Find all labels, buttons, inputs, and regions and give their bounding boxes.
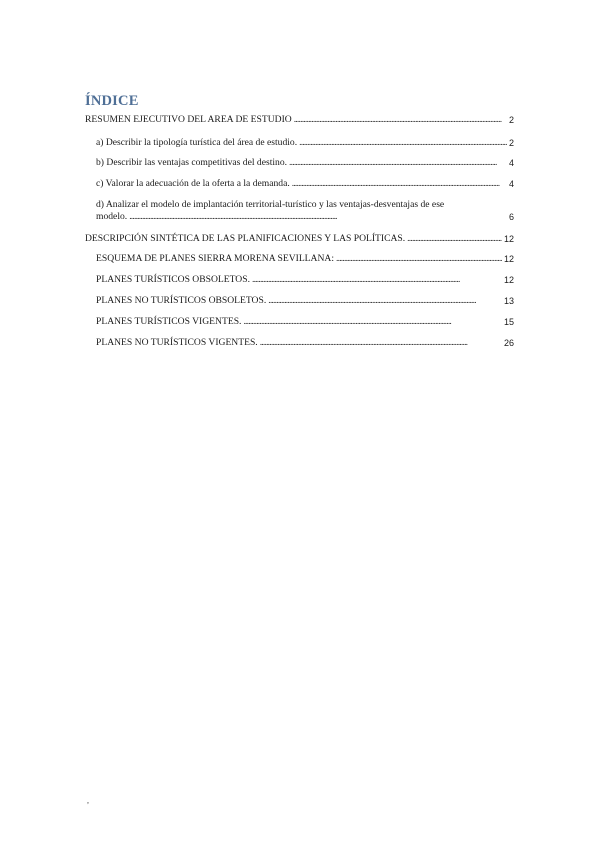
toc-leader-dots [336, 253, 502, 265]
toc-entry[interactable] [96, 253, 514, 265]
toc-entry-title: RESUMEN EJECUTIVO DEL AREA DE ESTUDIO [85, 114, 292, 125]
toc-page-number: 6 [508, 212, 514, 222]
toc-entry[interactable] [96, 199, 514, 223]
toc-entry-title: c) Valorar la adecuación de la oferta a la demanda. [96, 178, 290, 189]
toc-page-number: 13 [503, 296, 514, 306]
toc-leader-dots [252, 274, 502, 286]
toc-page-number: 12 [503, 254, 514, 264]
toc-leader-dots [292, 178, 507, 190]
toc-entry[interactable] [96, 157, 514, 169]
footer-mark: , [87, 796, 89, 805]
toc-page-number: 2 [508, 138, 514, 148]
toc-page-number: 15 [503, 317, 514, 327]
toc-entry-title: a) Describir la tipología turística del área de estudio. [96, 137, 298, 148]
toc-leader-dots [260, 337, 502, 349]
toc-entry[interactable] [96, 295, 514, 307]
toc-page-number: 4 [508, 158, 514, 168]
toc-entry-title: PLANES TURÍSTICOS OBSOLETOS. [96, 274, 250, 285]
toc-leader-dots [268, 295, 502, 307]
toc-leader-dots [129, 211, 507, 223]
toc-entry-title: b) Describir las ventajas competitivas del destino. [96, 157, 288, 168]
toc-entry[interactable] [96, 337, 514, 349]
toc-entry[interactable] [96, 274, 514, 286]
toc-leader-dots [299, 137, 507, 149]
toc-entry[interactable] [96, 137, 514, 149]
toc-page-number: 26 [503, 338, 514, 348]
index-heading: ÍNDICE [85, 93, 139, 109]
toc-entry-title: PLANES NO TURÍSTICOS OBSOLETOS. [96, 295, 267, 306]
toc-entry[interactable] [96, 316, 514, 328]
toc-entry-title: PLANES TURÍSTICOS VIGENTES. [96, 316, 242, 327]
toc-page-number: 4 [508, 179, 514, 189]
toc-leader-dots [407, 233, 502, 245]
toc-entry-title: d) Analizar el modelo de implantación territorial-turístico y las ventajas-desventajas de ese [96, 199, 445, 210]
toc-entry-title: ESQUEMA DE PLANES SIERRA MORENA SEVILLANA: [96, 253, 334, 264]
toc-page-number: 12 [503, 275, 514, 285]
toc-entry[interactable] [85, 233, 514, 245]
toc-entry-title-continued: modelo. [96, 211, 128, 222]
toc-leader-dots [294, 114, 507, 126]
toc-leader-dots [289, 157, 507, 169]
toc-entry-title: PLANES NO TURÍSTICOS VIGENTES. [96, 337, 258, 348]
toc-entry[interactable] [96, 178, 514, 190]
toc-page-number: 12 [503, 234, 514, 244]
toc-entry-title: DESCRIPCIÓN SINTÉTICA DE LAS PLANIFICACIONES Y LAS POLÍTICAS. [85, 233, 406, 244]
toc-leader-dots [243, 316, 502, 328]
toc-entry[interactable] [85, 114, 514, 126]
toc-page-number: 2 [508, 115, 514, 125]
